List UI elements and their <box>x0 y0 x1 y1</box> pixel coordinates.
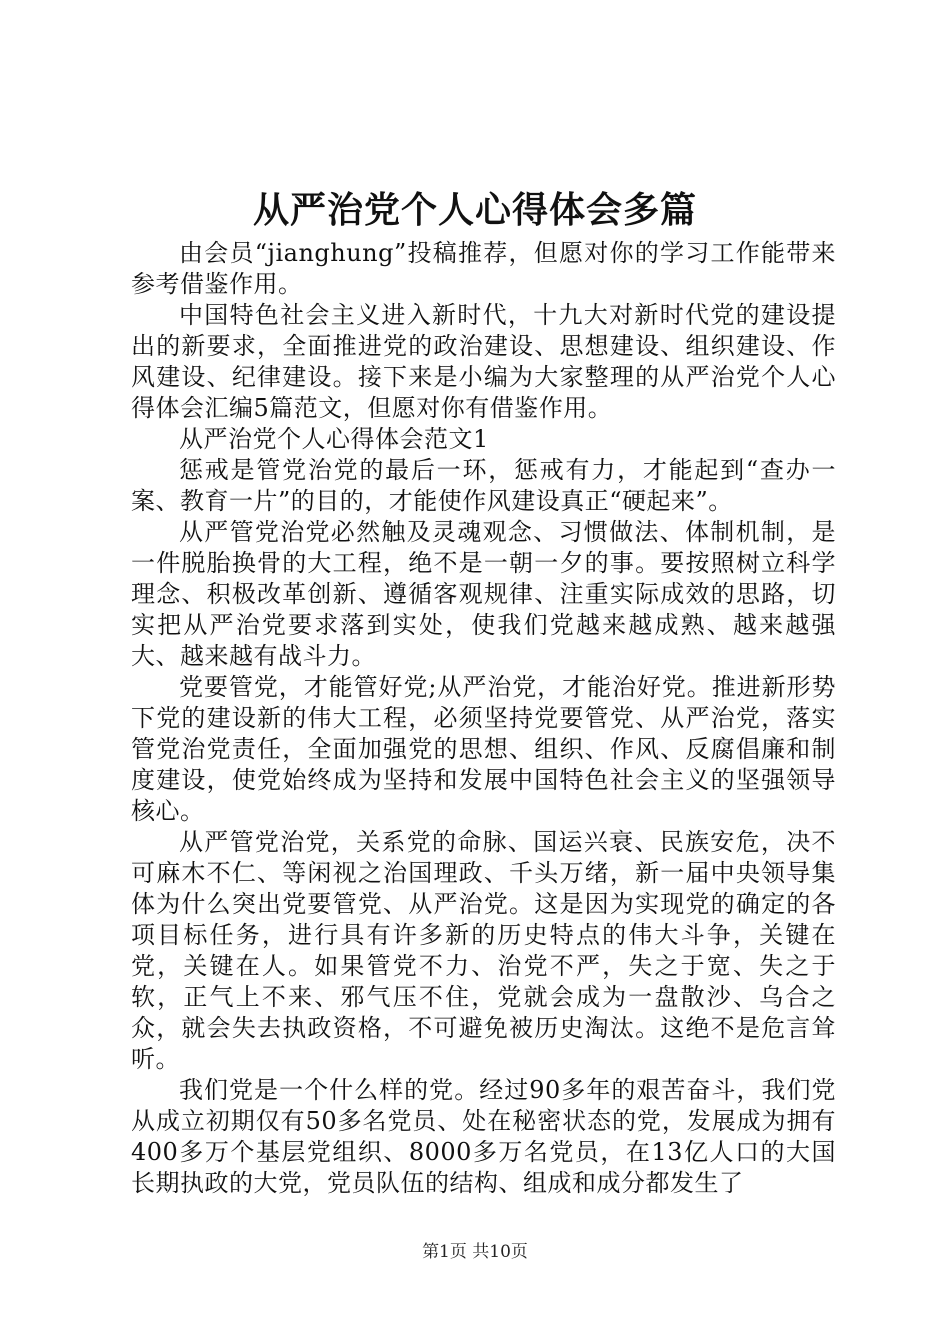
paragraph: 党要管党，才能管好党;从严治党，才能治好党。推进新形势下党的建设新的伟大工程，必须坚持党要管党、从严治党，落实管党治党责任，全面加强党的思想、组织、作风、反腐倡廉和制度建设，使党始终成为坚持和发展中国特色社会主义的坚强领导核心。 <box>131 673 836 825</box>
paragraph: 中国特色社会主义进入新时代，十九大对新时代党的建设提出的新要求，全面推进党的政治建设、思想建设、组织建设、作风建设、纪律建设。接下来是小编为大家整理的从严治党个人心得体会汇编5篇范文，但愿对你有借鉴作用。 <box>131 301 836 422</box>
paragraph: 惩戒是管党治党的最后一环，惩戒有力，才能起到“查办一案、教育一片”的目的，才能使作风建设真正“硬起来”。 <box>131 456 836 515</box>
page-number: 第1页 共10页 <box>422 1242 528 1262</box>
document-body <box>131 238 836 1199</box>
paragraph: 由会员“jianghung”投稿推荐，但愿对你的学习工作能带来参考借鉴作用。 <box>131 239 836 298</box>
paragraph: 从严管党治党，关系党的命脉、国运兴衰、民族安危，决不可麻木不仁、等闲视之治国理政、千头万绪，新一届中央领导集体为什么突出党要管党、从严治党。这是因为实现党的确定的各项目标任务，进行具有许多新的历史特点的伟大斗争，关键在党，关键在人。如果管党不力、治党不严，失之于宽、失之于软，正气上不来、邪气压不住，党就会成为一盘散沙、乌合之众，就会失去执政资格，不可避免被历史淘汰。这绝不是危言耸听。 <box>131 828 836 1073</box>
paragraph: 我们党是一个什么样的党。经过90多年的艰苦奋斗，我们党从成立初期仅有50多名党员、处在秘密状态的党，发展成为拥有400多万个基层党组织、8000多万名党员，在13亿人口的大国长期执政的大党，党员队伍的结构、组成和成分都发生了 <box>131 1076 836 1197</box>
document-title: 从严治党个人心得体会多篇 <box>252 189 697 231</box>
paragraph: 从严管党治党必然触及灵魂观念、习惯做法、体制机制，是一件脱胎换骨的大工程，绝不是一朝一夕的事。要按照树立科学理念、积极改革创新、遵循客观规律、注重实际成效的思路，切实把从严治党要求落到实处，使我们党越来越成熟、越来越强大、越来越有战斗力。 <box>131 518 836 670</box>
section-heading: 从严治党个人心得体会范文1 <box>179 425 489 453</box>
